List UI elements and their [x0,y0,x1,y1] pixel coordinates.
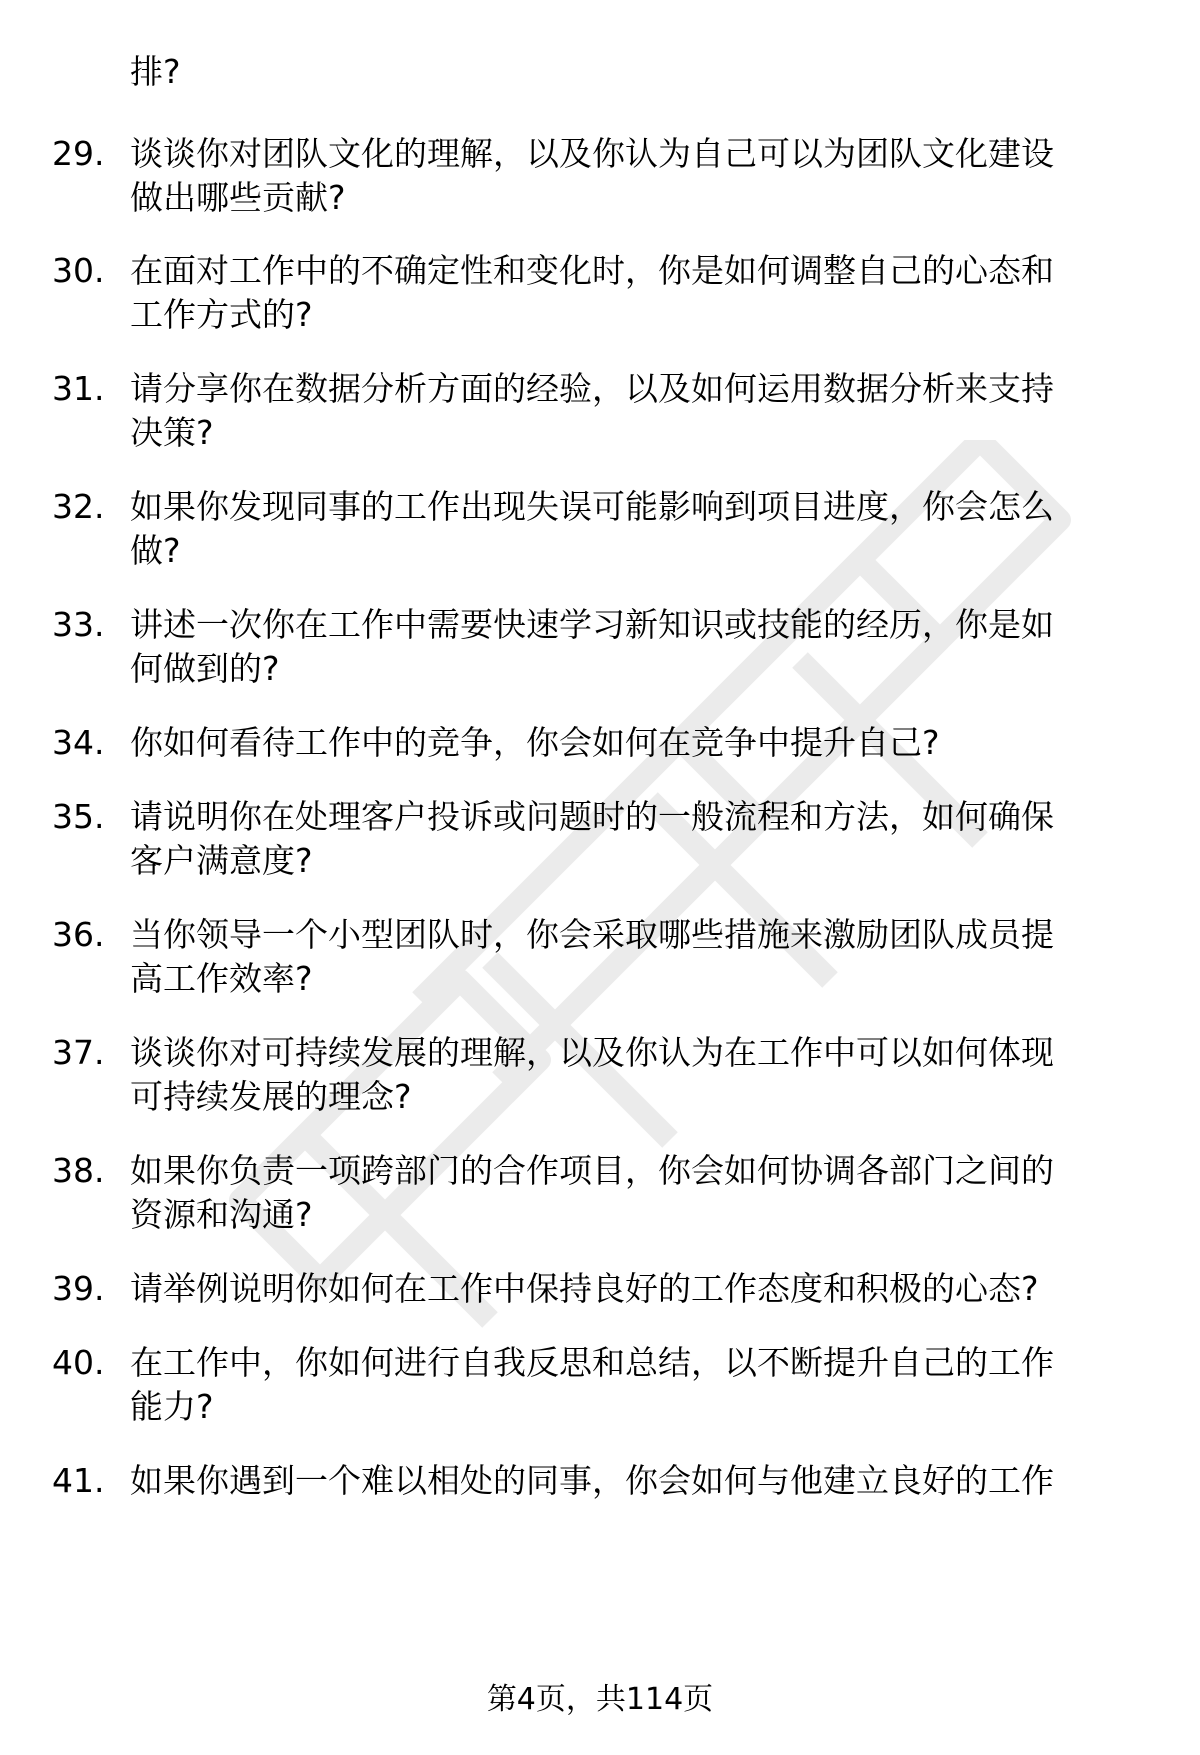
item-text: 讲述一次你在工作中需要快速学习新知识或技能的经历，你是如 [130,605,1054,644]
item-text: 资源和沟通? [130,1195,313,1234]
item-text: 做出哪些贡献? [130,178,346,217]
item-text: 在工作中，你如何进行自我反思和总结，以不断提升自己的工作 [130,1343,1054,1382]
item-text: 做? [130,531,181,570]
item-number: 30. [52,251,105,290]
item-number: 31. [52,369,105,408]
continued-line-text: 排? [130,52,181,91]
item-number: 36. [52,915,105,954]
item-text: 谈谈你对团队文化的理解，以及你认为自己可以为团队文化建设 [130,134,1054,173]
item-text: 当你领导一个小型团队时，你会采取哪些措施来激励团队成员提 [130,915,1054,954]
item-number: 33. [52,605,105,644]
item-text: 如果你发现同事的工作出现失误可能影响到项目进度，你会怎么 [130,487,1054,526]
item-text: 如果你遇到一个难以相处的同事，你会如何与他建立良好的工作 [130,1461,1054,1500]
item-text: 请分享你在数据分析方面的经验，以及如何运用数据分析来支持 [130,369,1054,408]
item-text: 请说明你在处理客户投诉或问题时的一般流程和方法，如何确保 [130,797,1054,836]
item-text: 能力? [130,1387,214,1426]
item-text: 在面对工作中的不确定性和变化时，你是如何调整自己的心态和 [130,251,1054,290]
item-text: 如果你负责一项跨部门的合作项目，你会如何协调各部门之间的 [130,1151,1054,1190]
item-number: 34. [52,723,105,762]
item-number: 32. [52,487,105,526]
item-number: 39. [52,1269,105,1308]
item-number: 38. [52,1151,105,1190]
item-number: 29. [52,134,105,173]
item-text: 工作方式的? [130,295,313,334]
page-footer: 第4页，共114页 [486,1682,714,1717]
item-number: 37. [52,1033,105,1072]
item-text: 请举例说明你如何在工作中保持良好的工作态度和积极的心态? [130,1269,1039,1308]
item-text: 谈谈你对可持续发展的理解，以及你认为在工作中可以如何体现 [130,1033,1054,1072]
item-text: 决策? [130,413,214,452]
item-number: 35. [52,797,105,836]
item-number: 40. [52,1343,105,1382]
item-text: 高工作效率? [130,959,313,998]
item-text: 何做到的? [130,649,280,688]
item-text: 客户满意度? [130,841,313,880]
item-text: 你如何看待工作中的竞争，你会如何在竞争中提升自己? [130,723,940,762]
item-number: 41. [52,1461,105,1500]
item-text: 可持续发展的理念? [130,1077,412,1116]
